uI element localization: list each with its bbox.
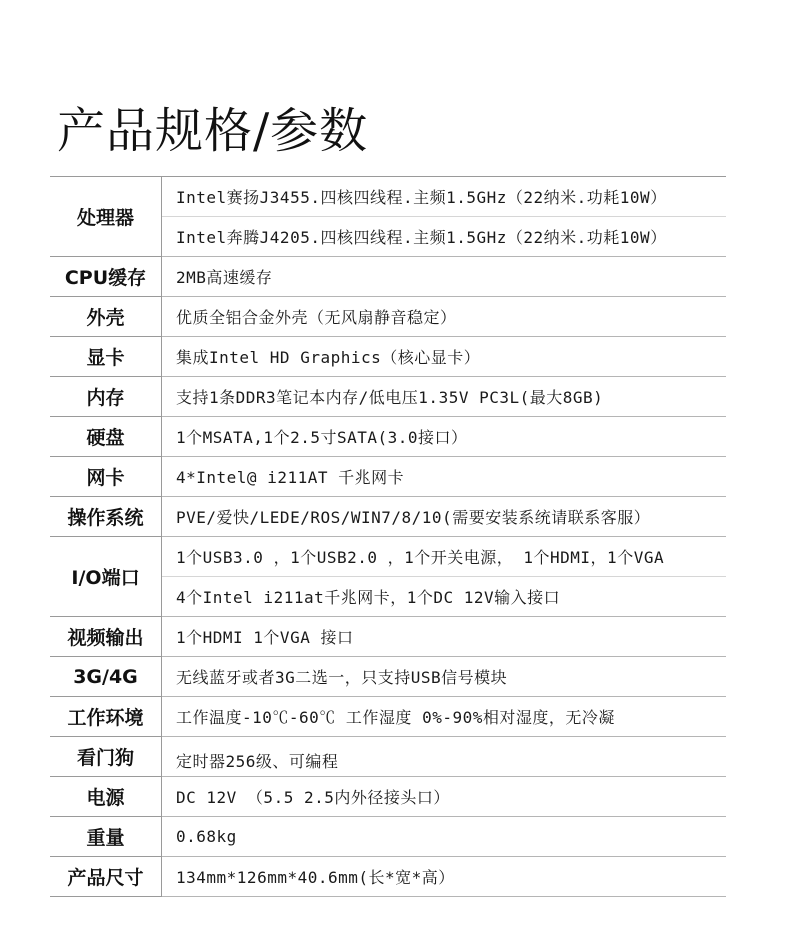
spec-row-storage — [50, 417, 726, 457]
spec-value-graphics: 集成Intel HD Graphics（核心显卡） — [162, 337, 727, 377]
spec-value-dimensions: 134mm*126mm*40.6mm(长*宽*高） — [162, 857, 727, 897]
spec-table — [50, 176, 726, 897]
spec-row-graphics — [50, 337, 726, 377]
spec-value-weight: 0.68kg — [162, 817, 727, 857]
spec-label-dimensions: 产品尺寸 — [50, 857, 162, 897]
spec-label-processor: 处理器 — [50, 177, 162, 257]
spec-row-io — [50, 537, 726, 577]
spec-label-graphics: 显卡 — [50, 337, 162, 377]
spec-row-dimensions — [50, 857, 726, 897]
spec-label-os: 操作系统 — [50, 497, 162, 537]
spec-label-network: 网卡 — [50, 457, 162, 497]
spec-label-video-out: 视频输出 — [50, 617, 162, 657]
spec-row-power — [50, 777, 726, 817]
spec-value-os: PVE/爱快/LEDE/ROS/WIN7/8/10(需要安装系统请联系客服） — [162, 497, 727, 537]
spec-row-video-out — [50, 617, 726, 657]
spec-row-3g4g — [50, 657, 726, 697]
spec-row-cpu-cache — [50, 257, 726, 297]
spec-row-case — [50, 297, 726, 337]
spec-label-io: I/O端口 — [50, 537, 162, 617]
spec-value-watchdog: 定时器256级、可编程 — [162, 737, 727, 777]
spec-value-power: DC 12V （5.5 2.5内外径接头口） — [162, 777, 727, 817]
spec-label-case: 外壳 — [50, 297, 162, 337]
page-title: 产品规格/参数 — [57, 103, 369, 159]
spec-value-processor-1: Intel赛扬J3455.四核四线程.主频1.5GHz（22纳米.功耗10W） — [162, 177, 727, 217]
spec-row-watchdog — [50, 737, 726, 777]
spec-label-storage: 硬盘 — [50, 417, 162, 457]
spec-value-environment: 工作温度-10℃-60℃ 工作湿度 0%-90%相对湿度，无冷凝 — [162, 697, 727, 737]
spec-label-power: 电源 — [50, 777, 162, 817]
spec-label-weight: 重量 — [50, 817, 162, 857]
spec-row-weight — [50, 817, 726, 857]
spec-value-case: 优质全铝合金外壳（无风扇静音稳定） — [162, 297, 727, 337]
spec-label-memory: 内存 — [50, 377, 162, 417]
spec-row-network — [50, 457, 726, 497]
spec-row-memory — [50, 377, 726, 417]
spec-value-3g4g: 无线蓝牙或者3G二选一，只支持USB信号模块 — [162, 657, 727, 697]
spec-value-processor-2: Intel奔腾J4205.四核四线程.主频1.5GHz（22纳米.功耗10W） — [162, 217, 727, 257]
spec-label-watchdog: 看门狗 — [50, 737, 162, 777]
spec-value-storage: 1个MSATA,1个2.5寸SATA(3.0接口） — [162, 417, 727, 457]
spec-value-cpu-cache: 2MB高速缓存 — [162, 257, 727, 297]
spec-value-memory: 支持1条DDR3笔记本内存/低电压1.35V PC3L(最大8GB) — [162, 377, 727, 417]
spec-value-network: 4*Intel@ i211AT 千兆网卡 — [162, 457, 727, 497]
spec-value-io-2: 4个Intel i211at千兆网卡，1个DC 12V输入接口 — [162, 577, 727, 617]
spec-row-os — [50, 497, 726, 537]
spec-label-3g4g: 3G/4G — [50, 657, 162, 697]
spec-row-processor — [50, 177, 726, 217]
spec-label-environment: 工作环境 — [50, 697, 162, 737]
spec-label-cpu-cache: CPU缓存 — [50, 257, 162, 297]
spec-value-io-1: 1个USB3.0 ，1个USB2.0 ，1个开关电源， 1个HDMI，1个VGA — [162, 537, 727, 577]
spec-row-environment — [50, 697, 726, 737]
spec-value-video-out: 1个HDMI 1个VGA 接口 — [162, 617, 727, 657]
